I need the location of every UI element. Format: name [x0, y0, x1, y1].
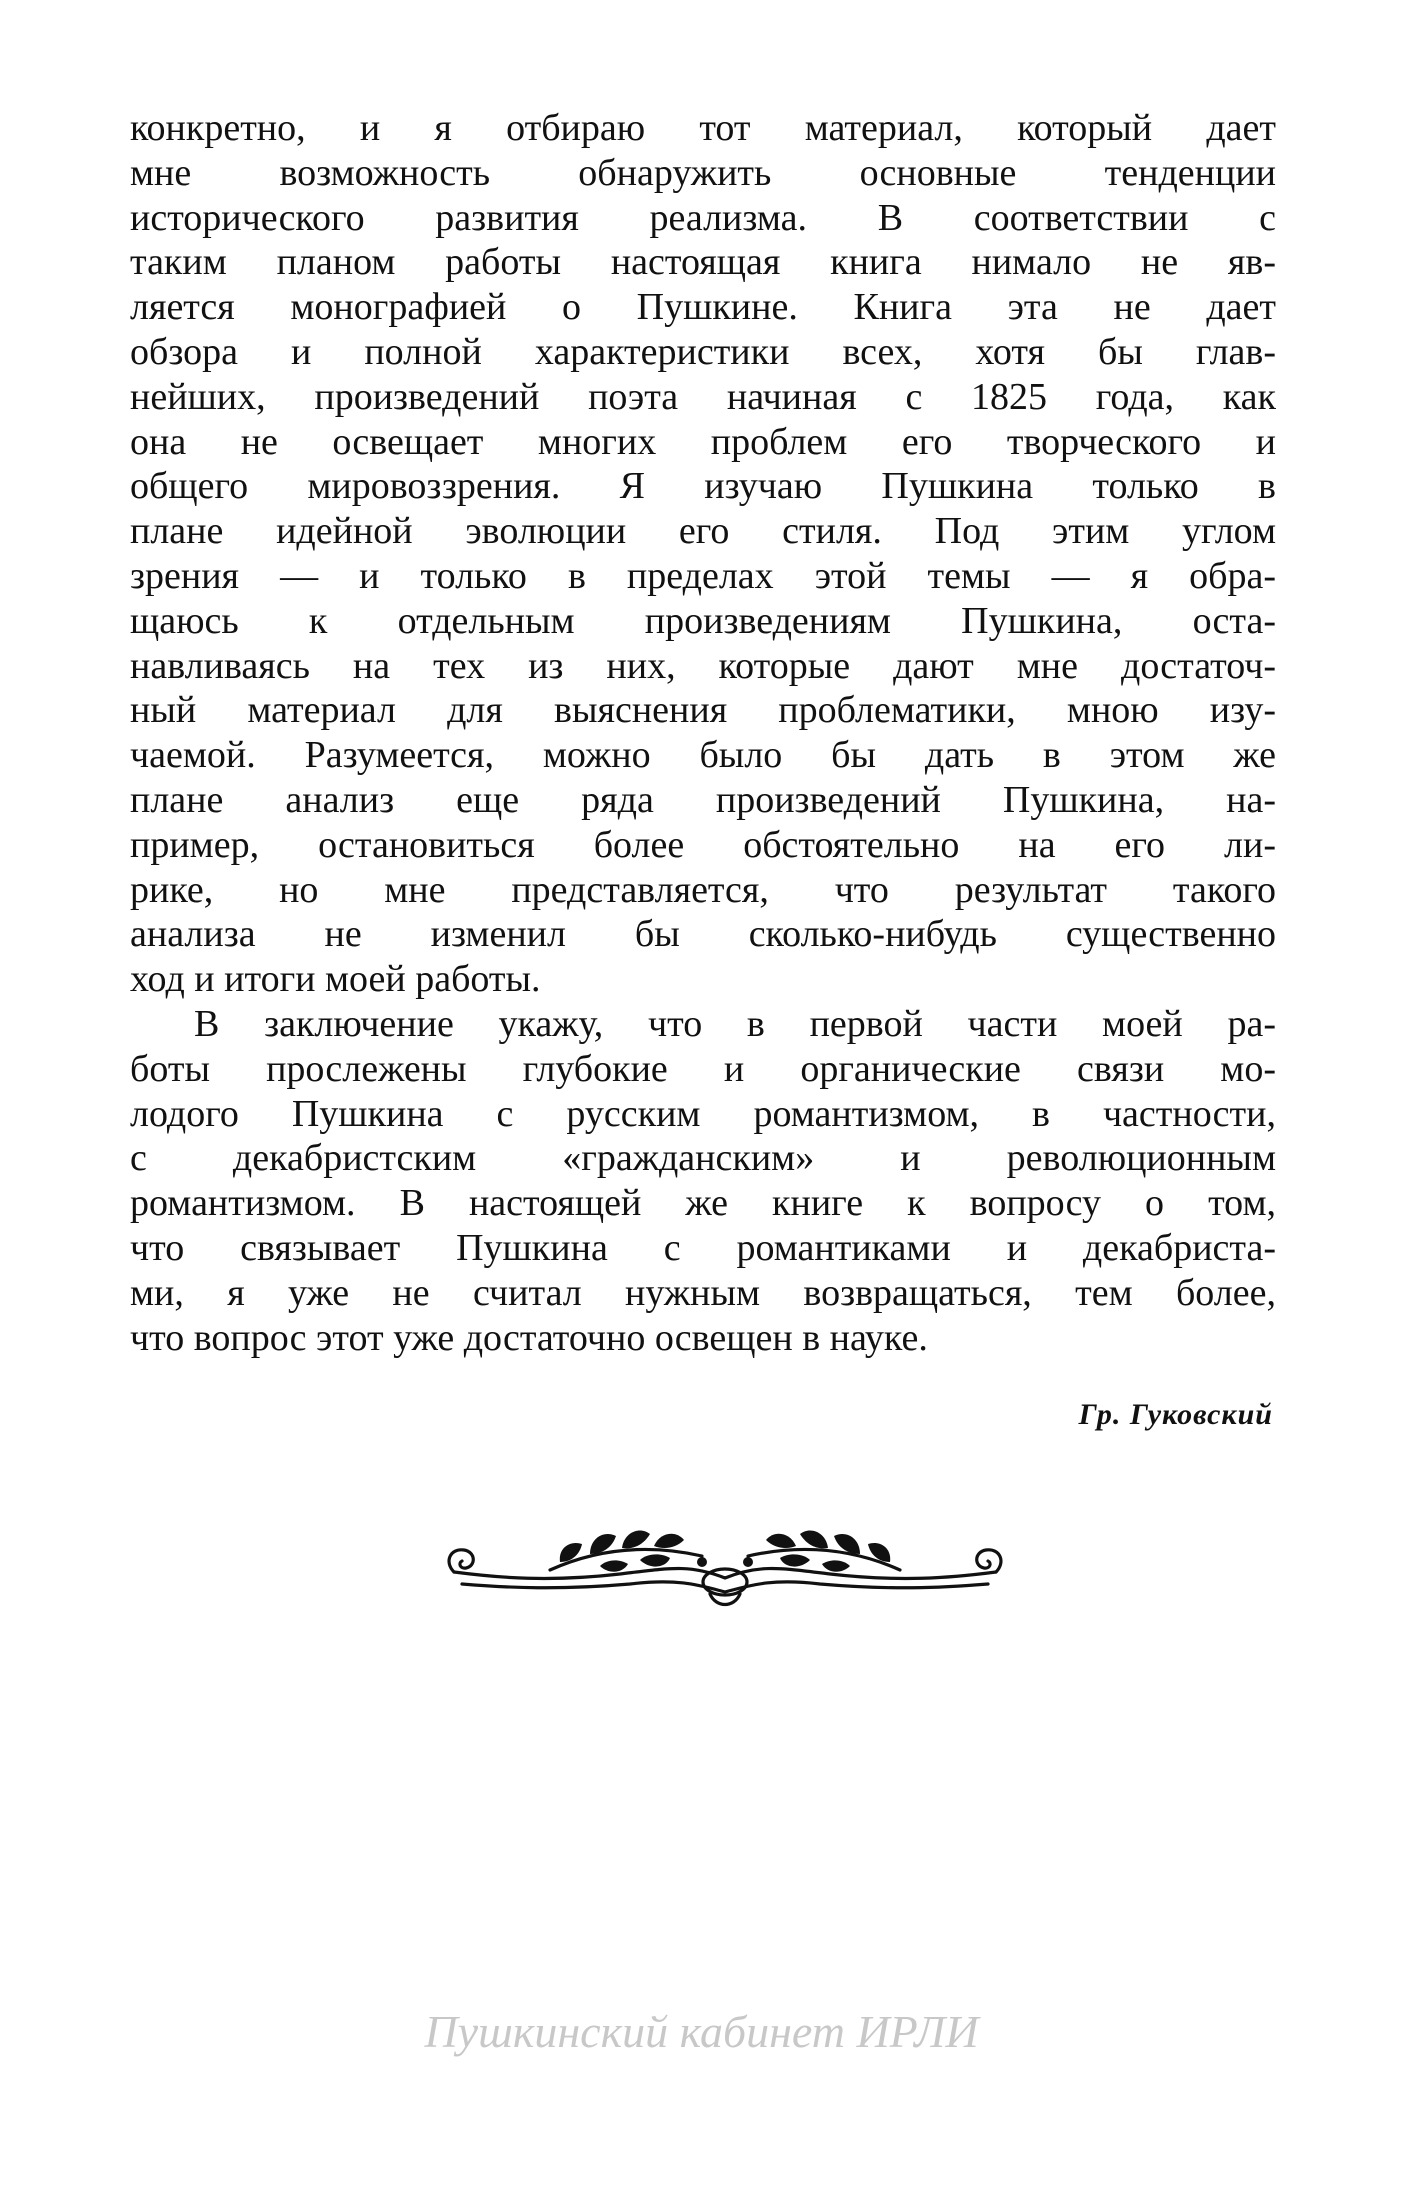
text-line: щаюсь к отдельным произведениям Пушкина, оста-	[130, 599, 1276, 642]
text-line: что вопрос этот уже достаточно освещен в науке.	[130, 1316, 928, 1359]
text-line: ный материал для выяснения проблематики, мною изу-	[130, 689, 1276, 732]
text-line: ход и итоги моей работы.	[130, 958, 541, 1001]
text-line: конкретно, и я отбираю тот материал, который дает	[130, 107, 1276, 149]
text-line: ми, я уже не считал нужным возвращаться, тем более,	[130, 1271, 1276, 1314]
body-text	[130, 106, 1276, 1360]
text-line: что связывает Пушкина с романтиками и декабриста-	[130, 1226, 1276, 1269]
text-line: чаемой. Разумеется, можно было бы дать в этом же	[130, 734, 1276, 777]
text-line: нейших, произведений поэта начиная с 1825 года, как	[130, 375, 1276, 418]
text-line: анализа не изменил бы сколько-нибудь существенно	[130, 913, 1276, 956]
text-line: исторического развития реализма. В соответствии с	[130, 196, 1276, 239]
author-signature: Гр. Гуковский	[1078, 1398, 1273, 1431]
text-line: таким планом работы настоящая книга нимало не яв-	[130, 241, 1276, 284]
laurel-ornament-icon	[440, 1512, 1010, 1620]
text-line: ляется монографией о Пушкине. Книга эта не дает	[130, 286, 1276, 329]
text-line: с декабристским «гражданским» и революционным	[130, 1137, 1276, 1180]
text-line: В заключение укажу, что в первой части моей ра-	[194, 1002, 1276, 1045]
text-line: плане анализ еще ряда произведений Пушкина, на-	[130, 778, 1276, 821]
text-line: боты прослежены глубокие и органические связи мо-	[130, 1047, 1276, 1090]
text-line: зрения — и только в пределах этой темы — я обра-	[130, 554, 1276, 597]
text-line: романтизмом. В настоящей же книге к вопросу о том,	[130, 1182, 1276, 1225]
text-line: навливаясь на тех из них, которые дают мне достаточ-	[130, 644, 1276, 687]
text-line: плане идейной эволюции его стиля. Под этим углом	[130, 510, 1276, 553]
text-line: общего мировоззрения. Я изучаю Пушкина только в	[130, 465, 1276, 508]
text-line: мне возможность обнаружить основные тенденции	[130, 151, 1276, 194]
text-line: лодого Пушкина с русским романтизмом, в частности,	[130, 1092, 1276, 1135]
text-line: она не освещает многих проблем его творческого и	[130, 420, 1276, 463]
text-line: пример, остановиться более обстоятельно на его ли-	[130, 823, 1276, 866]
watermark: Пушкинский кабинет ИРЛИ	[424, 2006, 979, 2057]
text-line: обзора и полной характеристики всех, хотя бы глав-	[130, 330, 1276, 373]
text-line: рике, но мне представляется, что результат такого	[130, 868, 1276, 911]
